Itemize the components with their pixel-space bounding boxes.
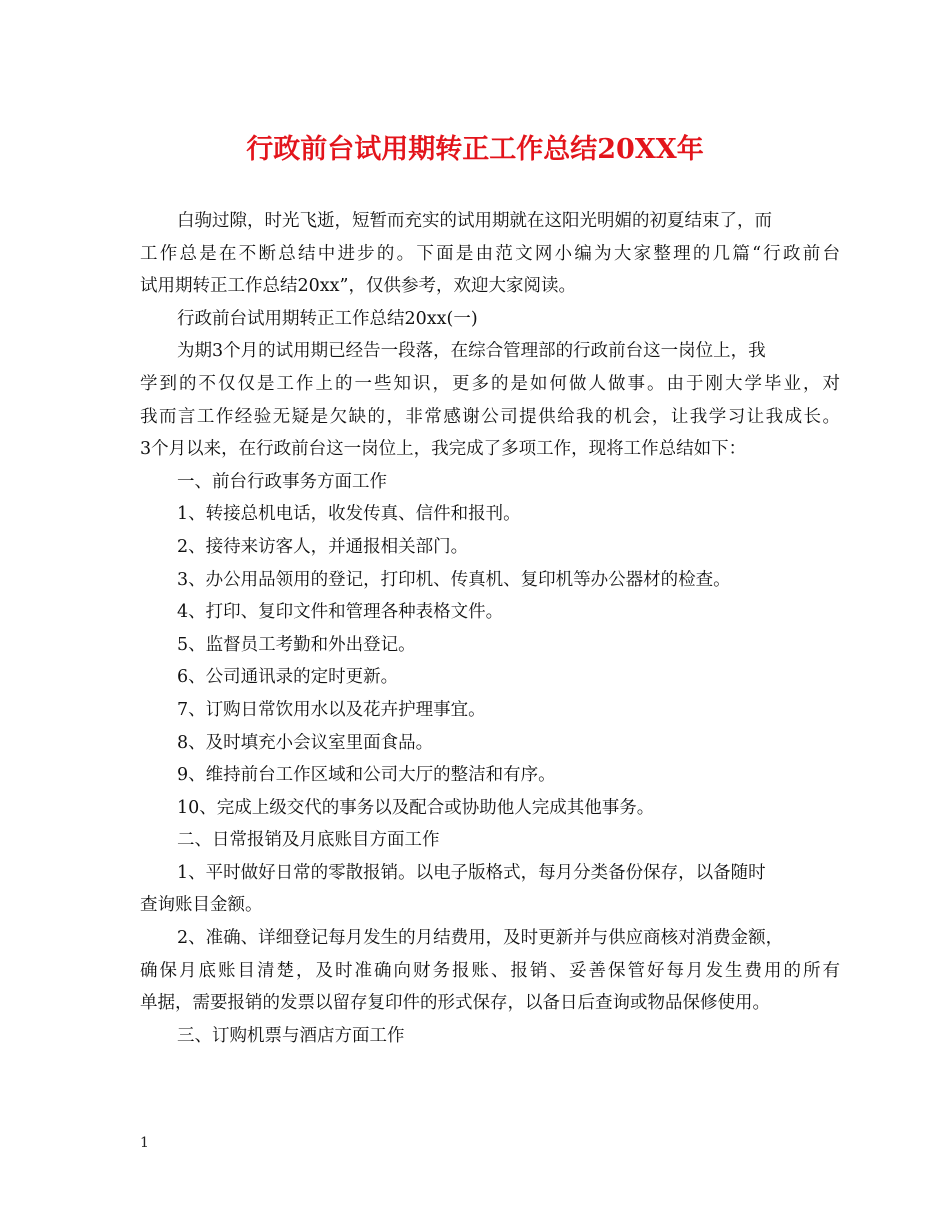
paragraph-line: 工作总是在不断总结中进步的。下面是由范文网小编为大家整理的几篇“行政前台: [140, 243, 840, 264]
list-item: 7、订购日常饮用水以及花卉护理事宜。: [177, 699, 486, 720]
document-title: 行政前台试用期转正工作总结20XX年: [246, 134, 704, 165]
list-item: 1、平时做好日常的零散报销。以电子版格式，每月分类备份保存，以备随时: [177, 862, 766, 883]
list-item: 2、准确、详细登记每月发生的月结费用，及时更新并与供应商核对消费金额，: [177, 928, 784, 949]
section-heading: 一、前台行政事务方面工作: [177, 471, 387, 492]
document-body: [140, 205, 840, 1052]
paragraph-line: 白驹过隙，时光飞逝，短暂而充实的试用期就在这阳光明媚的初夏结束了，而: [177, 211, 772, 231]
page-number: 1: [140, 1135, 149, 1151]
list-item: 5、监督员工考勤和外出登记。: [177, 634, 416, 655]
list-item: 3、办公用品领用的登记，打印机、传真机、复印机等办公器材的检查。: [177, 569, 731, 590]
list-item: 4、打印、复印文件和管理各种表格文件。: [177, 602, 504, 623]
list-item: 2、接待来访客人，并通报相关部门。: [177, 536, 469, 557]
list-item: 8、及时填充小会议室里面食品。: [177, 732, 434, 753]
paragraph-line: 确保月底账目清楚，及时准确向财务报账、报销、妥善保管好每月发生费用的所有: [140, 960, 840, 981]
list-item: 6、公司通讯录的定时更新。: [177, 667, 399, 688]
section-heading: 行政前台试用期转正工作总结20xx(一): [177, 308, 478, 329]
list-item: 10、完成上级交代的事务以及配合或协助他人完成其他事务。: [177, 797, 655, 818]
paragraph-line: 3个月以来，在行政前台这一岗位上，我完成了多项工作，现将工作总结如下：: [140, 439, 747, 460]
list-item: 1、转接总机电话，收发传真、信件和报刊。: [177, 504, 521, 525]
paragraph-line: 我而言工作经验无疑是欠缺的，非常感谢公司提供给我的机会，让我学习让我成长。: [140, 406, 840, 427]
paragraph-line: 为期3个月的试用期已经告一段落，在综合管理部的行政前台这一岗位上，我: [177, 341, 766, 362]
paragraph-line: 学到的不仅仅是工作上的一些知识，更多的是如何做人做事。由于刚大学毕业，对: [140, 373, 840, 394]
paragraph-line: 查询账目金额。: [140, 895, 263, 916]
list-item: 9、维持前台工作区域和公司大厅的整洁和有序。: [177, 765, 556, 786]
paragraph-line: 试用期转正工作总结20xx”，仅供参考，欢迎大家阅读。: [140, 276, 576, 297]
paragraph-line: 单据，需要报销的发票以留存复印件的形式保存，以备日后查询或物品保修使用。: [140, 993, 770, 1014]
section-heading: 二、日常报销及月底账目方面工作: [177, 830, 440, 851]
section-heading: 三、订购机票与酒店方面工作: [177, 1025, 405, 1046]
